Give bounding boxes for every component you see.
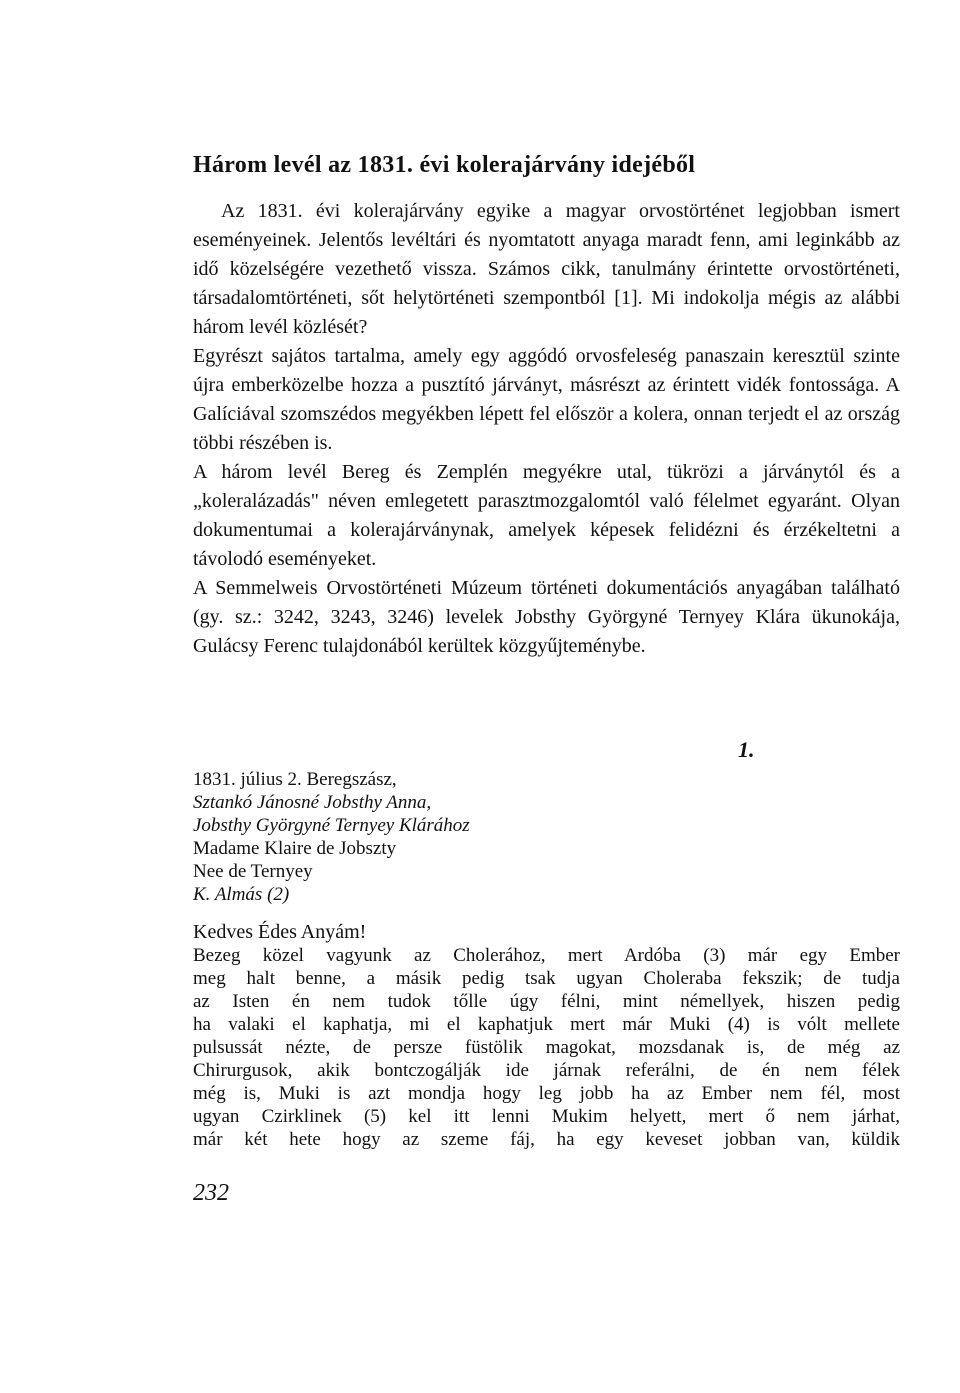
intro-text [193,197,900,661]
letter-address-line: K. Almás (2) [193,884,290,905]
letter-address-line: Madame Klaire de Jobszty [193,838,397,859]
letter-sender: Sztankó Jánosné Jobsthy Anna, [193,792,432,813]
page-number: 232 [193,1180,229,1206]
letter-line: Chirurgusok, akik bontczogálják ide járnak referálni, de én nem félek [193,1060,900,1081]
letter-line: ha valaki el kaphatja, mi el kaphatjuk mert már Muki (4) is vólt mellete [193,1014,900,1035]
letter-line: meg halt benne, a másik pedig tsak ugyan Choleraba fekszik; de tudja [193,968,900,989]
letter-line: pulsussát nézte, de persze füstölik magokat, mozsdanak is, de még az [193,1037,900,1058]
intro-paragraph: A Semmelweis Orvostörténeti Múzeum történeti dokumentációs anyagában található (gy. sz.: 3242, 3243, 3246) levelek Jobsthy Györgyné Ternyey Klára ükunokája, Gulácsy Ferenc tulajdonából kerültek közgyűjteménybe. [193,577,900,657]
intro-paragraph: A három levél Bereg és Zemplén megyékre utal, tükrözi a járványtól és a „koleralázadás" néven emlegetett parasztmozgalomtól való félelmet egyaránt. Olyan dokumentumai a kolerajárványnak, amelyek képesek felidézni és érzékeltetni a távolodó eseményeket. [193,461,900,570]
letter-number: 1. [738,737,755,762]
intro-paragraph: Az 1831. évi kolerajárvány egyike a magyar orvostörténet legjobban ismert eseményeinek. Jelentős levéltári és nyomtatott anyaga maradt fenn, ami leginkább az idő közelségére vezethető vissza. Számos cikk, tanulmány érintette orvostörténeti, társadalomtörténeti, sőt helytörténeti szempontból [1]. Mi indokolja mégis az alábbi három levél közlését? [193,200,900,338]
article-title: Három levél az 1831. évi kolerajárvány idejéből [193,152,696,178]
letter-body [193,944,900,1151]
letter-line: az Isten én nem tudok tőlle úgy félni, mint némellyek, hiszen pedig [193,991,900,1012]
letter-greeting: Kedves Édes Anyám! [193,921,367,943]
letter-line: Bezeg közel vagyunk az Cholerához, mert Ardóba (3) már egy Ember [193,945,900,966]
letter-date-place: 1831. július 2. Beregszász, [193,769,397,790]
letter-line: már két hete hogy az szeme fáj, ha egy keveset jobban van, küldik [193,1129,900,1150]
letter-address-line: Nee de Ternyey [193,861,313,882]
letter-recipient: Jobsthy Györgyné Ternyey Klárához [193,815,470,836]
letter-line: ugyan Czirklinek (5) kel itt lenni Mukim helyett, mert ő nem járhat, [193,1106,900,1127]
letter-header [193,768,900,906]
intro-paragraph: Egyrészt sajátos tartalma, amely egy aggódó orvosfeleség panaszain keresztül szinte újra emberközelbe hozza a pusztító járványt, másrészt az érintett vidék fontossága. A Galíciával szomszédos megyékben lépett fel először a kolera, onnan terjedt el az ország többi részében is. [193,345,900,454]
letter-line: még is, Muki is azt mondja hogy leg jobb ha az Ember nem fél, most [193,1083,900,1104]
